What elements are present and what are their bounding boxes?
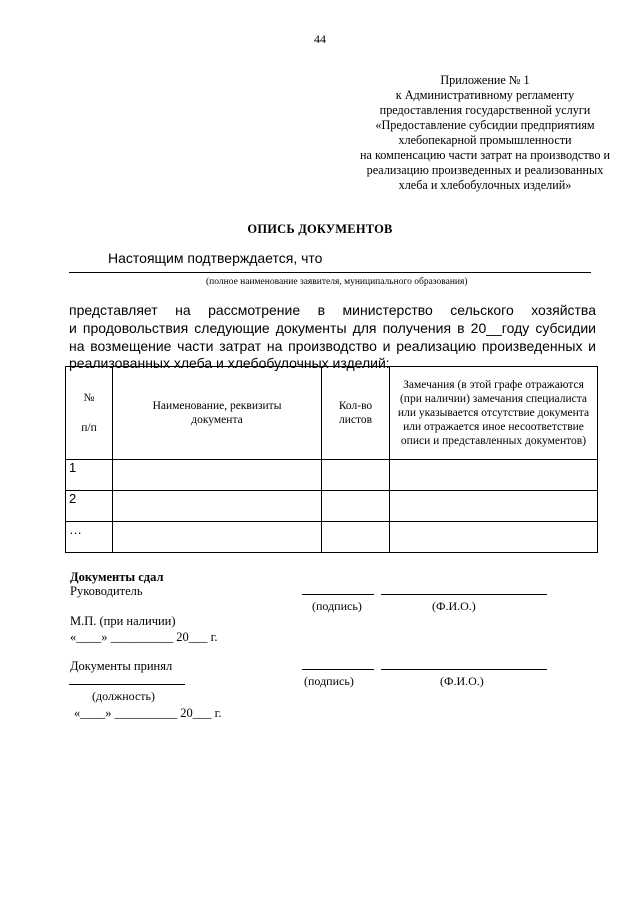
- appendix-line: хлебопекарной промышленности: [398, 133, 572, 147]
- header-number: № п/п: [66, 367, 113, 460]
- received-signature-caption: (подпись): [304, 674, 354, 688]
- appendix-line: хлеба и хлебобулочных изделий»: [398, 178, 572, 192]
- received-fio-line[interactable]: [381, 669, 547, 670]
- appendix-line: «Предоставление субсидии предприятиям: [375, 118, 595, 132]
- row-sheets[interactable]: [322, 491, 390, 522]
- handed-fio-caption: (Ф.И.О.): [432, 599, 476, 613]
- row-document-name[interactable]: [113, 491, 322, 522]
- handed-fio-line[interactable]: [381, 594, 547, 595]
- appendix-line: Приложение № 1: [440, 73, 530, 87]
- table-row: [66, 460, 598, 491]
- paragraph-line: и продовольствия следующие документы для получения в 20__году субсидии: [69, 319, 596, 336]
- table-row: [66, 491, 598, 522]
- table-row: [66, 522, 598, 553]
- applicant-line: [69, 272, 591, 273]
- applicant-caption: (полное наименование заявителя, муниципального образования): [206, 277, 468, 287]
- stamp-note: М.П. (при наличии): [70, 614, 176, 628]
- handed-heading: Документы сдал: [70, 570, 164, 584]
- body-paragraph: [69, 302, 596, 373]
- page-number: 44: [314, 32, 326, 46]
- row-remarks[interactable]: [390, 460, 598, 491]
- header-document-name: Наименование, реквизиты документа: [113, 367, 322, 460]
- received-position-line[interactable]: [69, 684, 185, 685]
- documents-table: [65, 366, 598, 553]
- row-document-name[interactable]: [113, 522, 322, 553]
- handed-signature-caption: (подпись): [312, 599, 362, 613]
- received-heading: Документы принял: [70, 659, 173, 673]
- header-sheets-count: Кол-во листов: [322, 367, 390, 460]
- row-number: 2: [66, 491, 113, 522]
- row-document-name[interactable]: [113, 460, 322, 491]
- received-signature-line[interactable]: [302, 669, 374, 670]
- appendix-line: реализацию произведенных и реализованных: [366, 163, 604, 177]
- appendix-header: [340, 73, 630, 193]
- handed-role: Руководитель: [70, 584, 143, 598]
- row-remarks[interactable]: [390, 522, 598, 553]
- received-date: «____» __________ 20___ г.: [74, 706, 222, 720]
- row-number: …: [66, 522, 113, 553]
- handed-date: «____» __________ 20___ г.: [70, 630, 218, 644]
- confirm-text: Настоящим подтверждается, что: [108, 250, 323, 266]
- received-fio-caption: (Ф.И.О.): [440, 674, 484, 688]
- table-header-row: [66, 367, 598, 460]
- document-title: ОПИСЬ ДОКУМЕНТОВ: [247, 222, 393, 236]
- paragraph-line: реализованных хлеба и хлебобулочных изделий:: [69, 355, 390, 372]
- row-sheets[interactable]: [322, 460, 390, 491]
- row-sheets[interactable]: [322, 522, 390, 553]
- received-position-caption: (должность): [92, 689, 155, 703]
- handed-signature-line[interactable]: [302, 594, 374, 595]
- appendix-line: на компенсацию части затрат на производство и: [360, 148, 610, 162]
- paragraph-line: представляет на рассмотрение в министерство сельского хозяйства: [69, 302, 596, 318]
- appendix-line: предоставления государственной услуги: [379, 103, 591, 117]
- appendix-line: к Административному регламенту: [395, 88, 575, 102]
- header-remarks: Замечания (в этой графе отражаются (при наличии) замечания специалиста или указывается отсутствие документа или отражается иное несоответствие описи и представленных документов): [390, 367, 598, 460]
- row-number: 1: [66, 460, 113, 491]
- paragraph-line: на возмещение части затрат на производство и реализацию произведенных и: [69, 337, 596, 354]
- row-remarks[interactable]: [390, 491, 598, 522]
